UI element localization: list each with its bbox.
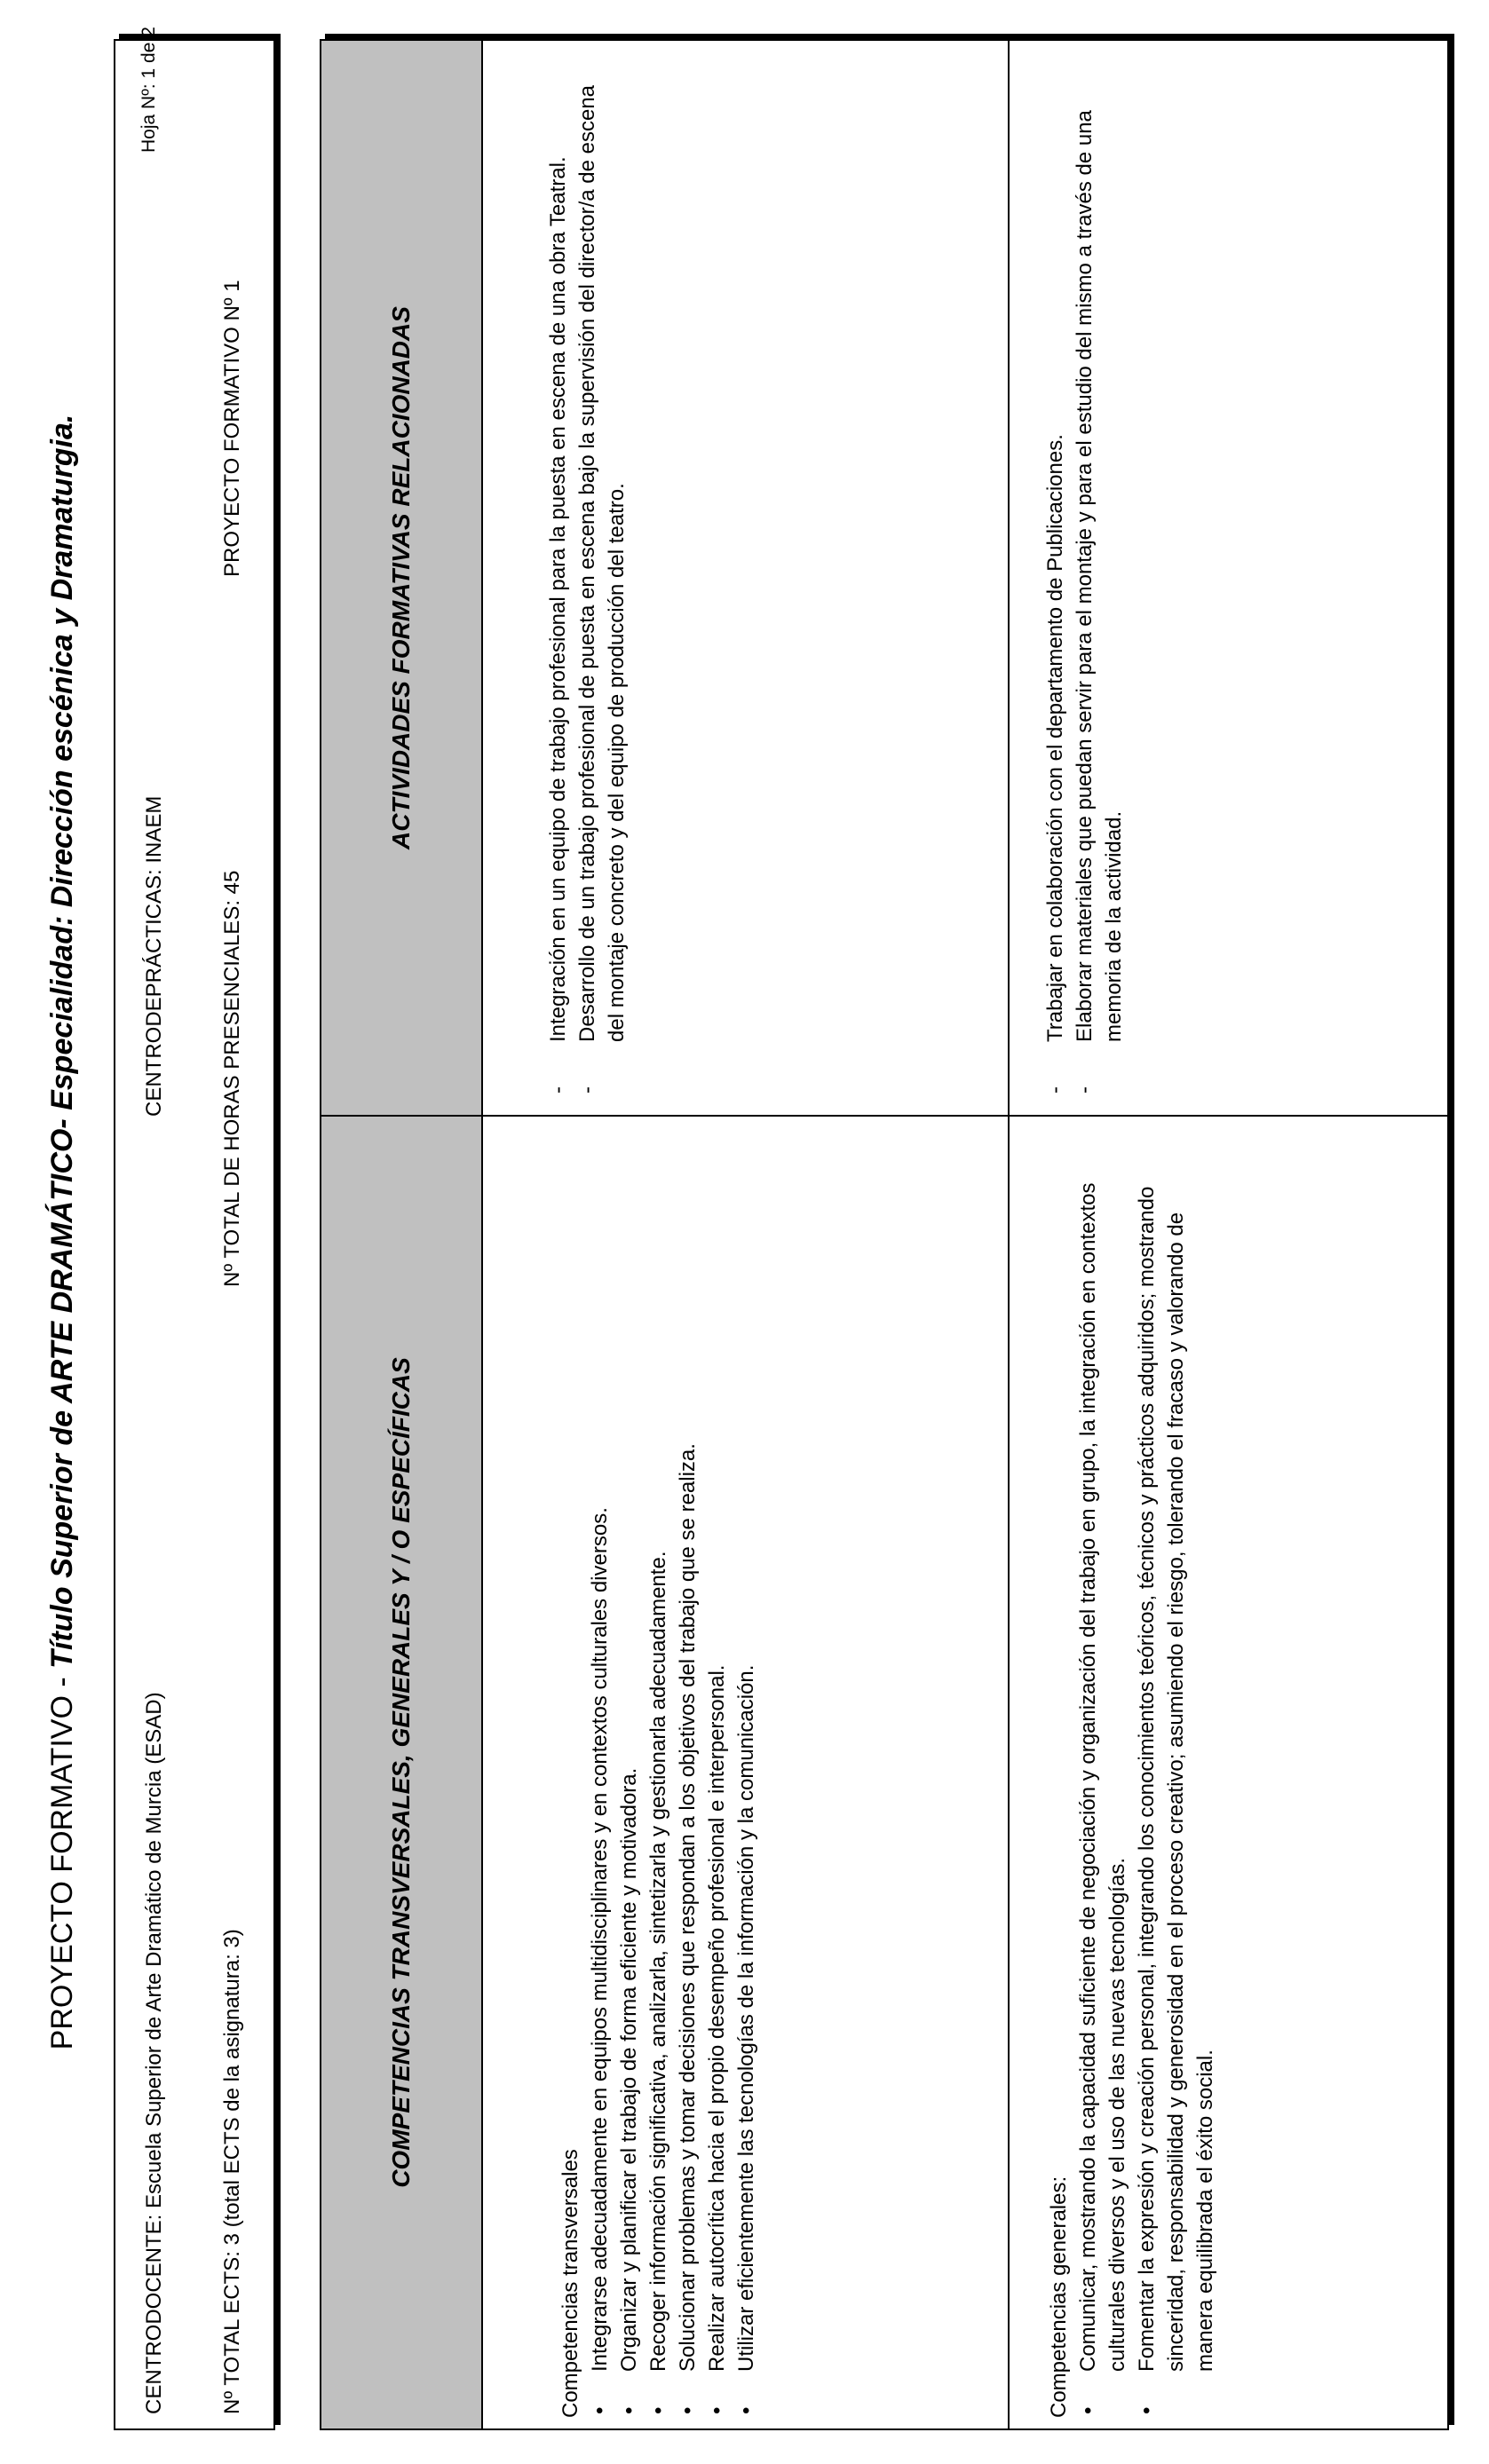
list-item: - Elaborar materiales que puedan servir para el montaje y para el estudio del mismo a través de una memoria de la actividad. — [1070, 76, 1129, 1097]
bullet-icon: • — [705, 2406, 729, 2414]
actividades-list — [543, 76, 631, 1097]
column-divider — [481, 1115, 1447, 1117]
list-item: - Trabajar en colaboración con el departamento de Publicaciones. — [1041, 76, 1070, 1097]
list-item: • Integrarse adecuadamente en equipos multidisciplinares y en contextos culturales diversos. — [585, 1140, 614, 2418]
actividades-row-1 — [543, 76, 631, 1097]
centro-practicas: CENTRODEPRÁCTICAS: INAEM — [142, 795, 166, 1117]
header-competencias: COMPETENCIAS TRANSVERSALES, GENERALES Y / O ESPECÍFICAS — [321, 1115, 483, 2428]
proyecto-number: PROYECTO FORMATIVO Nº 1 — [220, 280, 244, 577]
title-subtitle: Título Superior de ARTE DRAMÁTICO- Especialidad: Dirección escénica y Dramaturgia. — [45, 414, 79, 1669]
dash-icon: - — [546, 1086, 570, 1094]
page-title — [43, 0, 82, 2464]
list-item: • Recoger información significativa, analizarla, sintetizarla y gestionarla adecuadamente. — [644, 1140, 673, 2418]
dash-icon: - — [575, 1086, 599, 1094]
dash-icon: - — [1043, 1086, 1067, 1094]
list-item: • Fomentar la expresión y creación personal, integrando los conocimientos teóricos, técnicos y prácticos adquiridos; mostrando sinceridad, responsabilidad y generosidad en el proceso creativo; asumiendo el riesgo, tolerando el fracaso y valorando de manera equilibrada el éxito social. — [1132, 1140, 1220, 2418]
list-item: • Utilizar eficientemente las tecnologías de la información y la comunicación. — [732, 1140, 761, 2418]
bullet-icon: • — [646, 2406, 670, 2414]
header-actividades: ACTIVIDADES FORMATIVAS RELACIONADAS — [321, 41, 483, 1115]
bullet-icon: • — [676, 2406, 700, 2414]
hoja-number: Hoja Nº: 1 de 2 — [139, 27, 159, 153]
info-table — [114, 27, 275, 2430]
actividades-list — [1041, 76, 1129, 1097]
total-horas-cell — [194, 591, 272, 1301]
competencias-generales — [1044, 1140, 1220, 2418]
list-item: • Comunicar, mostrando la capacidad suficiente de negociación y organización del trabajo en grupo, la integración en contextos culturales diversos y el uso de las nuevas tecnologías. — [1073, 1140, 1132, 2418]
centro-docente: CENTRODOCENTE: Escuela Superior de Arte Dramático de Murcia (ESAD) — [142, 1692, 166, 2414]
competencias-transversales — [556, 1140, 761, 2418]
centro-practicas-cell — [115, 165, 194, 1131]
competencias-intro: Competencias transversales — [558, 2149, 582, 2418]
competencias-table — [320, 39, 1449, 2430]
hoja-cell — [115, 27, 194, 165]
bullet-icon: • — [617, 2406, 641, 2414]
competencias-list — [585, 1140, 761, 2418]
list-item: - Integración en un equipo de trabajo profesional para la puesta en escena de una obra Teatral. — [543, 76, 573, 1097]
centro-docente-cell — [115, 1131, 194, 2428]
bullet-icon: • — [1076, 2406, 1100, 2414]
row-divider — [1008, 41, 1010, 2428]
competencias-intro: Competencias generales: — [1047, 2176, 1071, 2418]
total-ects-cell — [194, 1301, 272, 2428]
total-ects: Nº TOTAL ECTS: 3 (total ECTS de la asignatura: 3) — [220, 1929, 244, 2414]
list-item: - Desarrollo de un trabajo profesional de puesta en escena bajo la supervisión del director/a de escena del montaje concreto y del equipo de producción del teatro. — [573, 76, 631, 1097]
title-main: PROYECTO FORMATIVO - — [45, 1668, 79, 2050]
dash-icon: - — [1073, 1086, 1097, 1094]
bullet-icon: • — [734, 2406, 758, 2414]
proyecto-cell — [194, 41, 272, 591]
total-horas: Nº TOTAL DE HORAS PRESENCIALES: 45 — [220, 870, 244, 1287]
competencias-list — [1073, 1140, 1220, 2418]
list-item: • Organizar y planificar el trabajo de forma eficiente y motivadora. — [614, 1140, 644, 2418]
actividades-row-2 — [1041, 76, 1129, 1097]
list-item: • Solucionar problemas y tomar decisiones que respondan a los objetivos del trabajo que se realiza. — [673, 1140, 702, 2418]
list-item: • Realizar autocrítica hacia el propio desempeño profesional e interpersonal. — [702, 1140, 732, 2418]
bullet-icon: • — [588, 2406, 612, 2414]
bullet-icon: • — [1135, 2406, 1159, 2414]
